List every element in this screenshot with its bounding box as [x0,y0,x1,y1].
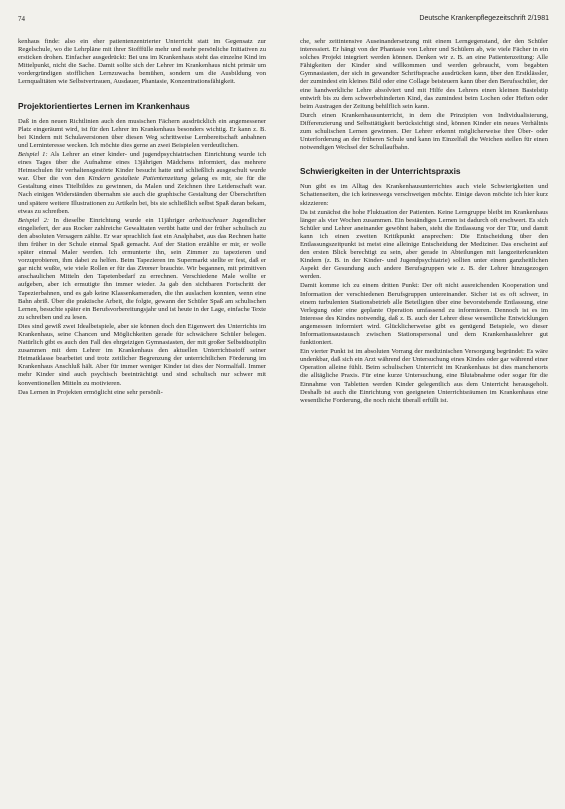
nun-paragraph: Nun gibt es im Alltag des Krankenhausunterrichtes auch viele Schwierigkeiten und Schattenseiten, die ich keineswegs verschweigen möchte. Einige davon möchte ich hier kurz skizzieren: [300,183,548,207]
page-number: 74 [18,15,25,23]
section-heading-schwierigkeiten: Schwierigkeiten in der Unterrichtspraxis [300,166,461,177]
beispiel-1-emphasis: Kindern gestaltete Patientenzeitung [88,175,188,183]
left-column [18,38,266,398]
right-column [300,38,548,406]
fluktuation-paragraph: Da ist zunächst die hohe Fluktuation der Patienten. Keine Lerngruppe bleibt im Krankenhaus länger als vier Wochen zusammen. Ein beständiges Lernen ist dadurch oft erschwert. Es sich Schüler und Lehrer aneinander gewöhnt haben, steht die Entlassung vor der Tür, und damit kann ich einen zweiten Kritikpunkt ansprechen: Die Entscheidung über den Entlassungszeitpunkt ist meist eine alleinige Entscheidung der Mediziner. Das erscheint auf den ersten Blick berechtigt zu sein, aber gerade in Abteilungen mit langzeiterkrankten Kindern (z. B. in der Kinder- und Jugendpsychiatrie) sollten unter einem ganzheitlichen Aspekt der Gesundung auch andere Berufsgruppen wie z. B. der Lehrer hinzugezogen werden. [300,208,548,281]
beispiel-2-emphasis-2: Zimmer [137,265,159,273]
vierter-punkt-paragraph: Ein vierter Punkt ist im absoluten Vorrang der medizinischen Versorgung begründet: Es wäre undenkbar, daß sich ein Arzt während der Untersuchung eines Kindes oder gar während einer Operation alleine fühlt. Beim schulischen Unterricht im Krankenhaus ist dies manchenorts die alltägliche Praxis. Für eine kurze Untersuchung, eine Blutabnahme oder sogar für die Einnahme von Tabletten werden Kinder gelegentlich aus dem Unterricht herausgeholt. Deshalb ist auch die Einrichtung von geeigneten Unterrichtsräumen im Krankenhaus eine wesentliche Forderung, die noch nicht überall erfüllt ist. [300,348,548,404]
last-line-left: Das Lernen in Projekten ermöglicht eine sehr persönli- [18,388,163,396]
beispiel-2-paragraph [18,217,266,322]
beispiel-1-text-cont: gelang es mir, sie für die Gestaltung eines Titelbildes zu gewinnen, da Malen und Zeichnen ihre Leidenschaft war. Nach einigen Widerständen übernahm sie auch die graphische Gestaltung der Überschriften und spätere weitere Illustrationen zu Artikeln bei, bis sie schließlich selbst Spaß daran bekam, etwas zu schreiben. [18,175,266,215]
beispiel-2-text-end: brauchte. Wir begannen, mit primitiven anschaulichen Mitteln den Tapetenbedarf zu errechnen. Verschiedene Male wollte er aufgeben, aber ich ermutigte ihn immer wieder. Ja gab den sichtbaren Fortschritt der Tapezierbahnen, und es gab keine Klassenkameraden, die ihn auslachen konnten, wenn eine Bahn abriß. Über die praktische Arbeit, die folgte, gewann der Schüler Spaß am schulischen Lernen, besuchte später ein Berufsvorbereitungsjahr und ist heute in der Lage, einfache Texte zu schreiben und zu lesen. [18,265,266,321]
beispiel-1-text: Als Lehrer an einer kinder- und jugendpsychiatrischen Einrichtung wurde ich eines Tages über die Aufnahme eines 13jährigen Mädchens informiert, das mehrere Heimschulen für verhaltensgestörte Kinder besucht hatte und schließlich ausgeschult wurde war. Über die von den [18,150,266,183]
beispiel-1-paragraph [18,151,266,216]
journal-title: Deutsche Krankenpflegezeitschrift 2/1981 [419,15,549,22]
kooperation-paragraph: Damit komme ich zu einem dritten Punkt: Der oft nicht ausreichenden Kooperation und Information der verschiedenen Berufsgruppen untereinander. Sicher ist es oft schwer, in einem turbulenten Stationsbetrieb alle Beteiligten über eine bevorstehende Entlassung, eine Verlegung oder eine geplante Operation umfassend zu informieren. Dennoch ist es im Interesse des Kindes notwendig, daß z. B. auch der Lehrer diese wesentliche Entwicklungen angemessen informiert wird. Glücklicherweise gibt es genügend Beispiele, wo dieser Informationsaustausch zwischen Stationspersonal und dem Krankenhauslehrer gut funktioniert. [300,282,548,347]
beispiel-2-label: Beispiel 2: [18,216,50,224]
section-heading-projektorientiertes: Projektorientiertes Lernen im Krankenhaus [18,100,190,111]
beispiel-2-emphasis: arbeitsscheuer [189,216,228,224]
continuation-paragraph: che, sehr zeitintensive Auseinandersetzung mit einem Lerngegenstand, der den Schüler interessiert. Er hängt von der Phantasie von Lehrer und Schülern ab, wie viele Fächer in ein solches Projekt integriert werden können. Denken wir z. B. an eine Patientenzeitung: Alle Fähigkeiten der Kinder sind willkommen und werden gebraucht, vom begabten Gymnasiasten, der sich in gewandter Schriftsprache ausdrücken kann, über den Erstklässler, der zumindest ein kleines Bild oder eine Collage beisteuern kann über den Berufsschüler, der eine handwerkliche Lehre absolviert und mit Hilfe des Lehrers einen kleinen Bastelstip entwirft bis zu dem schwerbehinderten Kind, das zumindest beim Lochen oder Heften oder beim Austragen der Zeitung behilflich sein kann. [300,38,548,110]
beispiel-2-text-cont: Jugendlicher eingeliefert, der aus Rocker zahlreiche Gewalttaten verübt hatte und der früher schulisch zu den absoluten Versagern zählte. Er war sprachlich fast ein Analphabet, aus das Rechnen hatte ihm früher in der Schule einmal Spaß gemacht. Auf der Station erzählte er mir, er wolle später einmal Maler werden. Ich ermunterte ihn, sein Zimmer zu tapezieren und vorzuprobieren, ihm dabei zu helfen. Beim Tapezieren im Supermarkt stellte er fest, daß er gar nicht wußte, wie viele Rollen er für das [18,216,267,273]
ideal-paragraph: Dies sind gewiß zwei Idealbeispiele, aber sie können doch den Eigenwert des Unterrichts im Krankenhaus, seine Chancen und Möglichkeiten gerade für schwächere Schüler belegen. Natürlich gibt es auch den Fall des ehrgeizigen Gymnasiasten, der mit großer Selbstdisziplin zusammen mit dem Lehrer im Krankenhaus den aktuellen Unterrichtsstoff seiner Heimatklasse bearbeitet und trotz zeitlicher Begrenzung der unterrichtlichen Förderung im Krankenhaus Anschluß hält. Aber für immer weniger Kinder ist dies der Normalfall. Immer mehr Kinder sind auch psychisch beeinträchtigt und sind schulisch nur schwer mit konventionellen Mitteln zu motivieren. [18,322,266,387]
intro-paragraph: kenhaus finde: also ein eher patientenzentrierter Unterricht statt im Gegensatz zur Regelschule, wo die Lehrpläne mit ihrer Stofffülle mehr und mehr persönliche Initiativen zu ersticken drohen. Einfacher ausgedrückt: Bei uns im Krankenhaus steht das einzelne Kind im Mittelpunkt, nicht die Sache. Damit sollte sich der Lehrer im Krankenhaus nicht primär um vordergründigen stofflichen Lernzuwachs bemühen, sondern um die Ausbildung von Lernqualitäten wie Selbstvertrauen, Ausdauer, Phantasie, Konzentrationsfähigkeit. [18,38,266,86]
beispiel-1-label: Beispiel 1: [18,150,48,158]
beispiel-2-text: In dieselbe Einrichtung wurde ein 11jähriger [49,216,190,224]
page-header [12,14,553,24]
durch-paragraph: Durch einen Krankenhausunterricht, in dem die Prinzipien von Individualisierung, Differenzierung und Selbsttätigkeit berücksichtigt sind, können Kinder ein neues Verhältnis zum schulischen Lernen gewinnen. Der Lehrer erkennt möglicherweise ihre Über- oder Unterforderung an der früheren Schule und kann im Einzelfall die Weichen stellen für einen notwendigen Wechsel der Schullaufbahn. [300,111,548,152]
richtlinien-paragraph: Daß in den neuen Richtlinien auch den musischen Fächern ausdrücklich ein angemessener Platz eingeräumt wird, ist für den Lehrer im Krankenhaus besonders wichtig. Er kann z. B. bei Kindern mit Schulaversionen über diesen Weg schrittweise Lernbereitschaft anbahnen und Lerninteresse wecken. Ich möchte dies gerne an zwei Beispielen verdeutlichen. [18,117,266,149]
